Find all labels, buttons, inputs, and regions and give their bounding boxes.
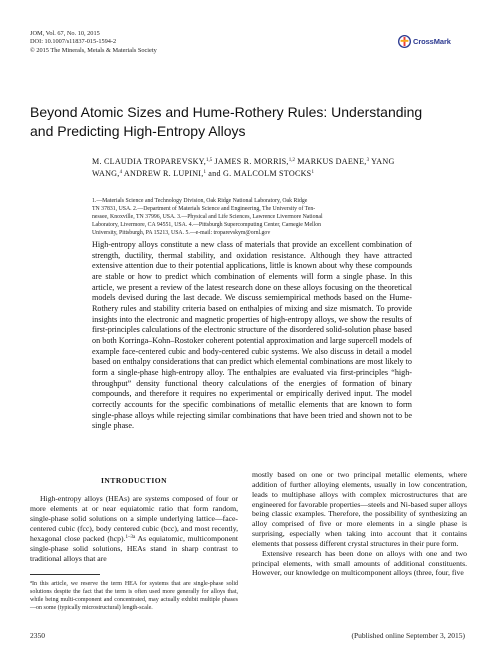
author-affil-ref: 1,2	[288, 158, 295, 163]
crossmark-badge[interactable]	[398, 35, 451, 48]
page-number: 2350	[30, 631, 45, 640]
journal-meta	[30, 30, 157, 55]
author-name: ANDREW R. LUPINI,	[122, 168, 204, 178]
author-name: M. CLAUDIA TROPAREVSKY,	[92, 157, 206, 166]
affiliation-line: nessee, Knoxville, TN 37996, USA. 3.—Physical and Life Sciences, Lawrence Livermore National	[92, 214, 323, 221]
doi: DOI: 10.1007/s11837-015-1594-2	[30, 38, 117, 46]
author-affil-ref: 1,5	[206, 158, 213, 163]
affiliations	[92, 197, 422, 237]
publication-date: (Published online September 3, 2015)	[351, 631, 465, 640]
author-affil-ref: 4	[119, 169, 123, 175]
author-affil-ref: 3	[366, 158, 370, 163]
title-line-1: Beyond Atomic Sizes and Hume-Rothery Rules: Understanding	[30, 104, 423, 120]
body-paragraph	[252, 549, 467, 579]
intro-paragraph	[30, 494, 238, 564]
footnote-divider	[30, 574, 100, 575]
affiliation-line: Laboratory, Livermore, CA 94551, USA. 4.—Pittsburgh Supercomputing Center, Carnegie Mellon	[92, 222, 322, 229]
affiliation-line: TN 37831, USA. 2.—Department of Materials Science and Engineering, The University of Ten-	[92, 206, 316, 213]
intro-text-cont: As equiatomic, multicomponent single-phase solid solutions, HEAs stand in sharp contrast to traditional alloys that are	[30, 534, 238, 564]
right-column	[252, 470, 467, 578]
abstract: High-entropy alloys constitute a new class of materials that provide an excellent combination of strength, ductility, thermal stability, and oxidation resistance. Although they have attracted extensive attention due to their potential applications, little is known about why these compounds are stable or how to predict which combination of elements will form a single phase. In this article, we present a review of the latest research done on these alloys focusing on the theoretical models devised during the last decade. We discuss semiempirical methods based on the Hume-Rothery rules and stability criteria based on enthalpies of mixing and size mismatch. To provide insights into the electronic and magnetic properties of high-entropy alloys, we show the results of first-principles calculations of the electronic structure of the disordered solid-solution phase based on both Korringa–Kohn–Rostoker coherent potential approximation and large supercell models of example face-centered cubic and body-centered cubic systems. We also discuss in detail a model based on enthalpy considerations that can predict which elemental combinations are most likely to form a single-phase high-entropy alloy. The enthalpies are evaluated via first-principles “high-throughput” density functional theory calculations of the energies of formation of binary compounds, and therefore it requires no experimental or empirically derived input. The model correctly accounts for the specific combinations of metallic elements that are known to form single-phase alloys while rejecting similar combinations that have been tried and shown not to be single phase.	[92, 240, 412, 431]
author-name: and G. MALCOLM STOCKS	[206, 168, 312, 178]
footnote	[30, 578, 238, 612]
body-paragraph: mostly based on one or two principal metallic elements, where addition of further alloying elements, usually in low concentration, leads to multiphase alloys with complex microstructures that are engineered for favorable properties—steels and Ni-based super alloys being classic examples. Therefore, the possibility of synthesizing an alloy comprised of five or more elements in a single phase is surprising, especially when taking into account that it contains elements that possess different crystal structures in their pure form.	[252, 470, 467, 548]
footnote-text: In this article, we reserve the term HEA for systems that are single-phase solid solutions despite the fact that the term is often used more generally for alloys that, while being multi-component and concentrated, may actually exhibit multiple phases—on some (typically microstructural) length-scale.	[30, 580, 238, 612]
paper-title	[30, 103, 470, 141]
section-heading-introduction: INTRODUCTION	[100, 476, 167, 485]
crossmark-label: CrossMark	[413, 37, 451, 46]
title-line-2: and Predicting High-Entropy Alloys	[30, 123, 246, 139]
affiliation-line: 1.—Materials Science and Technology Division, Oak Ridge National Laboratory, Oak Ridge	[92, 198, 308, 204]
affiliation-line: University, Pittsburgh, PA 15213, USA. 5.—e-mail: troparevskym@ornl.gov	[92, 230, 271, 237]
journal-citation: JOM, Vol. 67, No. 10, 2015	[30, 30, 100, 37]
crossmark-icon	[398, 35, 411, 48]
author-affil-ref: 1	[203, 169, 207, 175]
author-affil-ref: 1	[311, 169, 314, 175]
copyright: © 2015 The Minerals, Metals & Materials Society	[30, 46, 157, 54]
author-name: YANG WANG,	[92, 157, 395, 178]
citation-ref: 1–3a	[125, 535, 136, 541]
author-name: JAMES R. MORRIS,	[212, 157, 289, 166]
body-text: Extensive research has been done on alloys with one and two principal elements, with small amounts of additional constituents. However, our knowledge on multicomponent alloys (three, four, five	[252, 548, 467, 578]
author-name: MARKUS DAENE,	[294, 157, 367, 166]
intro-text: High-entropy alloys (HEAs) are systems composed of four or more elements at or near equiatomic ratio that form random, single-phase solid solutions on a simple underlying lattice—face-centered cubic (fcc), body centered cubic (bcc), and most recently, hexagonal close packed (hcp).	[30, 494, 238, 544]
footnote-marker: a	[30, 578, 32, 584]
author-list	[92, 156, 422, 179]
left-column	[30, 470, 238, 612]
